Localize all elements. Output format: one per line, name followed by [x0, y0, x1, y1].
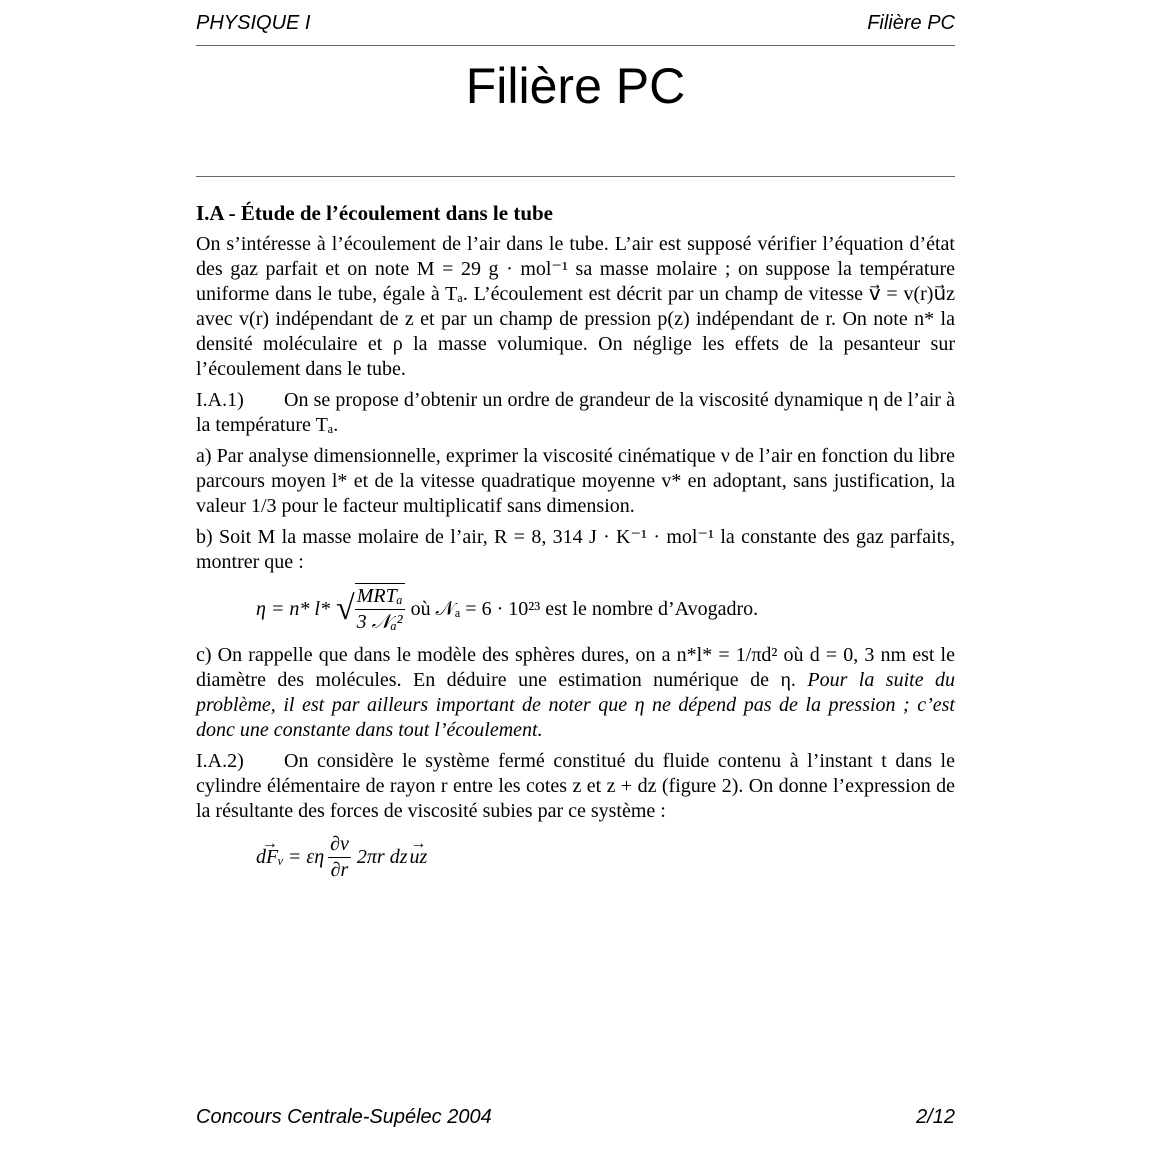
eq1-lhs: η = n* l*	[256, 597, 330, 620]
ia1-text: On se propose d’obtenir un ordre de grandeur de la viscosité dynamique η de l’air à la température Tₐ.	[196, 389, 955, 436]
question-b: b) Soit M la masse molaire de l’air, R = 8, 314 J · K⁻¹ · mol⁻¹ la constante des gaz parfaits, montrer que :	[196, 526, 955, 573]
intro-paragraph: On s’intéresse à l’écoulement de l’air dans le tube. L’air est supposé vérifier l’équation d’état des gaz parfait et on note M = 29 g · mol⁻¹ sa masse molaire ; on suppose la température uniforme dans le tube, égale à Tₐ. L’écoulement est décrit par un champ de vitesse v⃗ = v(r)u⃗z avec v(r) indépendant de z et par un champ de pression p(z) indépendant de r. On note n* la densité moléculaire et ρ la masse volumique. On néglige les effets de la pesanteur sur l’écoulement dans le tube.	[196, 233, 955, 380]
force-vector: → dFᵥ	[256, 845, 284, 870]
eq1-rest: où 𝒩ₐ = 6 · 10²³ est le nombre d’Avogadro.	[410, 597, 759, 620]
ia1-number: I.A.1)	[196, 389, 244, 411]
sqrt-fraction	[355, 583, 405, 635]
sqrt-icon: √	[335, 590, 355, 627]
eq2-mid: = εη	[287, 846, 325, 868]
sqrt-expression	[336, 583, 405, 635]
section-heading: I.A - Étude de l’écoulement dans le tube	[196, 201, 553, 225]
question-c-italic: Pour la suite du problème, il est par ailleurs important de noter que η ne dépend pas de la pression ; c’est donc une constante dans tout l’écoulement.	[196, 669, 956, 741]
question-c	[196, 643, 955, 743]
header-right: Filière PC	[867, 12, 955, 34]
header-left: PHYSIQUE I	[196, 12, 311, 34]
question-c-text: c) On rappelle que dans le modèle des sphères dures, on a n*l* = 1/πd² où d = 0, 3 nm est le diamètre des molécules. En déduire une estimation numérique de η.	[196, 644, 955, 691]
derivative-fraction	[328, 832, 351, 883]
content	[196, 200, 955, 891]
fraction-denominator: 3 𝒩ₐ²	[356, 611, 403, 633]
derivative-denominator: ∂r	[330, 859, 349, 881]
question-a: a) Par analyse dimensionnelle, exprimer la viscosité cinématique ν de l’air en fonction du libre parcours moyen l* et de la vitesse quadratique moyenne v* en adoptant, sans justification, la valeur 1/3 pour le facteur multiplicatif sans dimension.	[196, 445, 955, 517]
equation-eta	[256, 583, 955, 635]
ia2-paragraph	[196, 749, 955, 824]
eq2-rest: 2πr dz	[356, 846, 408, 868]
title-rule	[196, 176, 955, 177]
ia2-text: On considère le système fermé constitué du fluide contenu à l’instant t dans le cylindre élémentaire de rayon r entre les cotes z et z + dz (figure 2). On donne l’expression de la résultante des forces de viscosité subies par ce système :	[196, 750, 955, 822]
footer-left: Concours Centrale-Supélec 2004	[196, 1106, 492, 1128]
ia2-number: I.A.2)	[196, 750, 244, 772]
page	[196, 0, 955, 1152]
equation-force	[256, 832, 955, 883]
ia1-paragraph	[196, 388, 955, 438]
fraction-numerator: MRTₐ	[355, 584, 405, 610]
header-rule	[196, 45, 955, 46]
page-title: Filière PC	[465, 58, 686, 114]
derivative-numerator: ∂v	[328, 832, 351, 858]
page-header	[196, 12, 955, 36]
page-number: 2/12	[916, 1106, 955, 1128]
page-footer	[196, 1106, 955, 1130]
unit-vector: → uz	[409, 845, 427, 870]
